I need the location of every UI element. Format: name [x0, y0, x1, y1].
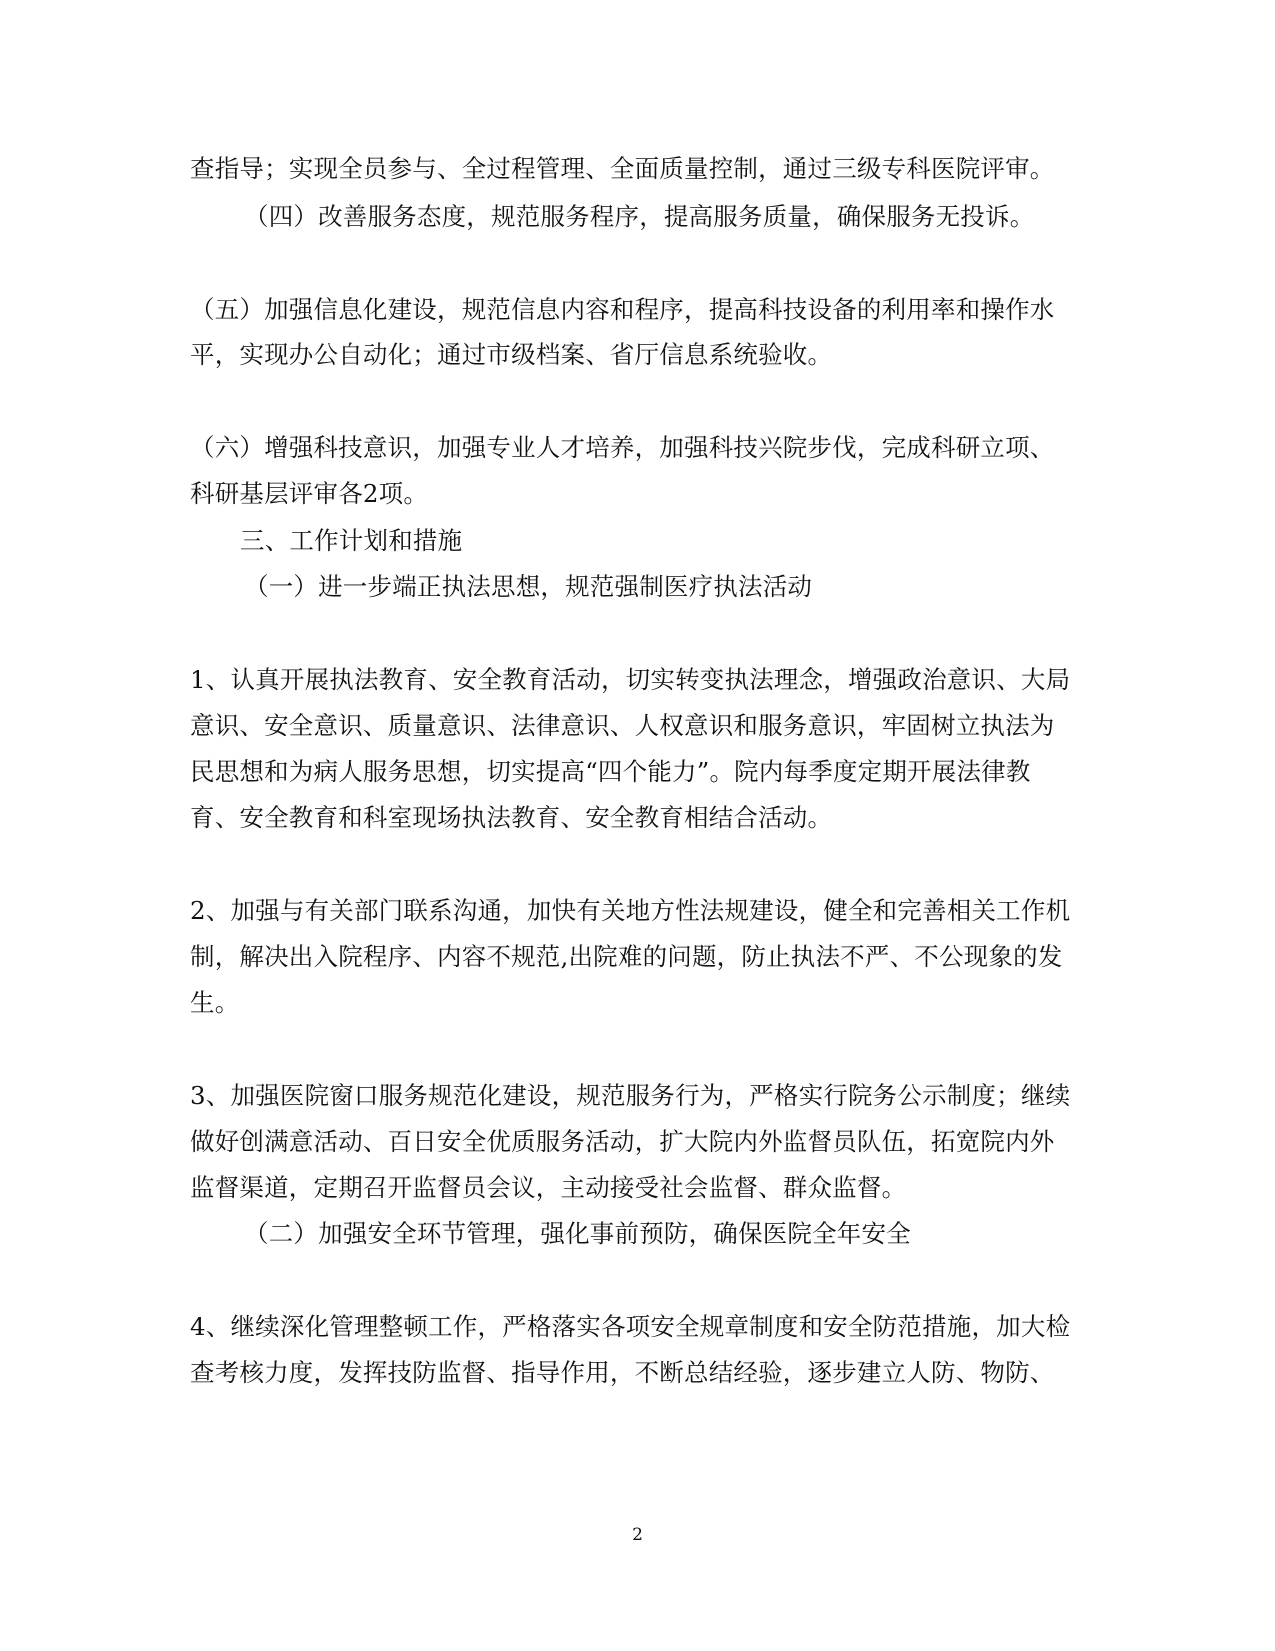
subsection-heading-2: （二）加强安全环节管理，强化事前预防，确保医院全年安全: [244, 1219, 911, 1248]
text-line-15: 生。: [190, 988, 240, 1017]
text-line-11: 民思想和为病人服务思想，切实提高“四个能力”。院内每季度定期开展法律教: [190, 757, 1031, 786]
text-line-9: 1、认真开展执法教育、安全教育活动，切实转变执法理念，增强政治意识、大局: [190, 665, 1071, 694]
subsection-heading-1: （一）进一步端正执法思想，规范强制医疗执法活动: [244, 572, 813, 601]
text-line-18: 监督渠道，定期召开监督员会议，主动接受社会监督、群众监督。: [190, 1173, 907, 1202]
text-line-21: 查考核力度，发挥技防监督、指导作用，不断总结经验，逐步建立人防、物防、: [190, 1358, 1055, 1387]
text-line-20: 4、继续深化管理整顿工作，严格落实各项安全规章制度和安全防范措施，加大检: [190, 1312, 1071, 1341]
text-line-4: 平，实现办公自动化；通过市级档案、省厅信息系统验收。: [190, 340, 833, 369]
text-line-10: 意识、安全意识、质量意识、法律意识、人权意识和服务意识，牢固树立执法为: [190, 711, 1055, 740]
text-line-2: （四）改善服务态度，规范服务程序，提高服务质量，确保服务无投诉。: [244, 202, 1035, 231]
text-line-17: 做好创满意活动、百日安全优质服务活动，扩大院内外监督员队伍，拓宽院内外: [190, 1127, 1055, 1156]
page-number: 2: [632, 1525, 643, 1545]
text-line-5: （六）增强科技意识，加强专业人才培养，加强科技兴院步伐，完成科研立项、: [190, 433, 1055, 462]
section-heading-3: 三、工作计划和措施: [240, 526, 463, 555]
text-line-3: （五）加强信息化建设，规范信息内容和程序，提高科技设备的利用率和操作水: [190, 295, 1055, 324]
text-line-6: 科研基层评审各2项。: [190, 479, 429, 508]
text-line-1: 查指导；实现全员参与、全过程管理、全面质量控制，通过三级专科医院评审。: [190, 154, 1055, 183]
text-line-12: 育、安全教育和科室现场执法教育、安全教育相结合活动。: [190, 803, 833, 832]
text-line-14: 制，解决出入院程序、内容不规范,出院难的问题，防止执法不严、不公现象的发: [190, 942, 1063, 971]
text-line-16: 3、加强医院窗口服务规范化建设，规范服务行为，严格实行院务公示制度；继续: [190, 1081, 1071, 1110]
text-line-13: 2、加强与有关部门联系沟通，加快有关地方性法规建设，健全和完善相关工作机: [190, 896, 1071, 925]
